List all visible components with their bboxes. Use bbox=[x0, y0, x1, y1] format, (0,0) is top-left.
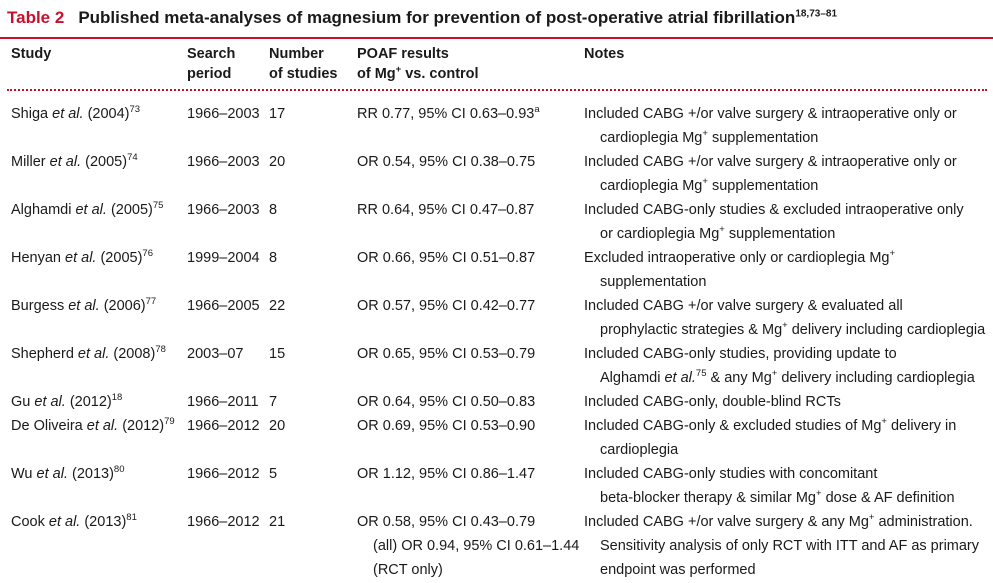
notes-cell: Included CABG-only studies with concomitant beta-blocker therapy & similar Mg+ dose & AF definition bbox=[584, 466, 955, 506]
header-search-period: Search period bbox=[187, 46, 236, 82]
table-label: Table 2 bbox=[7, 8, 65, 27]
result-cell: OR 0.69, 95% CI 0.53–0.90 bbox=[357, 418, 536, 434]
period-cell: 1966–2011 bbox=[187, 394, 259, 410]
study-cell: Alghamdi et al. $(2005)^{75}$ bbox=[11, 200, 164, 218]
study-cell: Miller et al. $(2005)^{74}$ bbox=[11, 152, 138, 170]
number-cell: 20 bbox=[269, 154, 286, 170]
period-cell: 2003–07 bbox=[187, 346, 244, 362]
notes-cell: Included CABG-only & excluded studies of Mg+ delivery in cardioplegia bbox=[584, 416, 957, 458]
result-cell: OR 0.54, 95% CI 0.38–0.75 bbox=[357, 154, 536, 170]
period-cell: 1966–2003 bbox=[187, 202, 260, 218]
notes-cell: Included CABG +/or valve surgery & any Mg+ administration. Sensitivity analysis of only RCT with ITT and AF as primary endpoint was performed bbox=[584, 512, 980, 578]
number-cell: 20 bbox=[269, 418, 286, 434]
study-cell: Burgess et al. $(2006)^{77}$ bbox=[11, 296, 157, 314]
study-cell: Shiga et al. $(2004)^{73}$ bbox=[11, 104, 141, 122]
result-cell: RR 0.77, 95% CI 0.63–0.93$^a$ bbox=[357, 104, 540, 122]
period-cell: 1999–2004 bbox=[187, 250, 260, 266]
number-cell: 17 bbox=[269, 106, 286, 122]
notes-cell: Included CABG-only studies, providing update to Alghamdi et al.$^{75}$ & any Mg+ delivery including cardioplegia bbox=[584, 346, 975, 386]
notes-cell: Included CABG-only studies & excluded intraoperative only or cardioplegia Mg+ supplementation bbox=[584, 202, 964, 242]
header-notes: Notes bbox=[584, 46, 625, 62]
period-cell: 1966–2003 bbox=[187, 106, 260, 122]
notes-cell: Included CABG +/or valve surgery & evaluated all prophylactic strategies & Mg+ delivery including cardioplegia bbox=[584, 298, 986, 338]
table-title: Published meta-analyses of magnesium for prevention of post-operative atrial fibrillation$^{18,73-81}$ bbox=[78, 8, 838, 27]
number-cell: 21 bbox=[269, 514, 286, 530]
period-cell: 1966–2003 bbox=[187, 154, 260, 170]
period-cell: 1966–2012 bbox=[187, 514, 260, 530]
result-cell: OR 0.64, 95% CI 0.50–0.83 bbox=[357, 394, 536, 410]
study-cell: Gu et al. $(2012)^{18}$ bbox=[11, 392, 123, 410]
title-references: 18,73–81 bbox=[795, 8, 838, 20]
number-cell: 7 bbox=[269, 394, 278, 410]
study-cell: Shepherd et al. $(2008)^{78}$ bbox=[11, 344, 166, 362]
table-title-bar bbox=[0, 0, 993, 36]
study-cell: Cook et al. $(2013)^{81}$ bbox=[11, 512, 137, 530]
result-cell: OR 0.58, 95% CI 0.43–0.79 (all) OR 0.94, 95% CI 0.61–1.44 (RCT only) bbox=[357, 514, 580, 578]
number-cell: 15 bbox=[269, 346, 286, 362]
study-cell: De Oliveira et al. $(2012)^{79}$ bbox=[11, 416, 175, 434]
period-cell: 1966–2012 bbox=[187, 466, 260, 482]
study-cell: Henyan et al. $(2005)^{76}$ bbox=[11, 248, 153, 266]
notes-cell: Included CABG +/or valve surgery & intraoperative only or cardioplegia Mg+ supplementation bbox=[584, 154, 957, 194]
notes-cell: Excluded intraoperative only or cardioplegia Mg+ supplementation bbox=[584, 248, 896, 290]
number-cell: 22 bbox=[269, 298, 286, 314]
result-cell: OR 0.66, 95% CI 0.51–0.87 bbox=[357, 250, 536, 266]
table-header bbox=[0, 44, 993, 88]
header-study: Study bbox=[11, 46, 52, 62]
result-cell: OR 1.12, 95% CI 0.86–1.47 bbox=[357, 466, 536, 482]
result-cell: RR 0.64, 95% CI 0.47–0.87 bbox=[357, 202, 535, 218]
result-cell: OR 0.57, 95% CI 0.42–0.77 bbox=[357, 298, 536, 314]
number-cell: 8 bbox=[269, 202, 278, 218]
period-cell: 1966–2012 bbox=[187, 418, 260, 434]
dotted-divider bbox=[7, 89, 987, 91]
result-cell: OR 0.65, 95% CI 0.53–0.79 bbox=[357, 346, 536, 362]
period-cell: 1966–2005 bbox=[187, 298, 260, 314]
header-poaf-results: POAF results of Mg+ vs. control bbox=[357, 46, 479, 82]
number-cell: 5 bbox=[269, 466, 278, 482]
header-rule bbox=[0, 37, 993, 39]
header-number-of-studies: Number of studies bbox=[269, 46, 338, 82]
notes-cell: Included CABG-only, double-blind RCTs bbox=[584, 394, 841, 410]
number-cell: 8 bbox=[269, 250, 278, 266]
study-cell: Wu et al. $(2013)^{80}$ bbox=[11, 464, 125, 482]
notes-cell: Included CABG +/or valve surgery & intraoperative only or cardioplegia Mg+ supplementation bbox=[584, 106, 957, 146]
